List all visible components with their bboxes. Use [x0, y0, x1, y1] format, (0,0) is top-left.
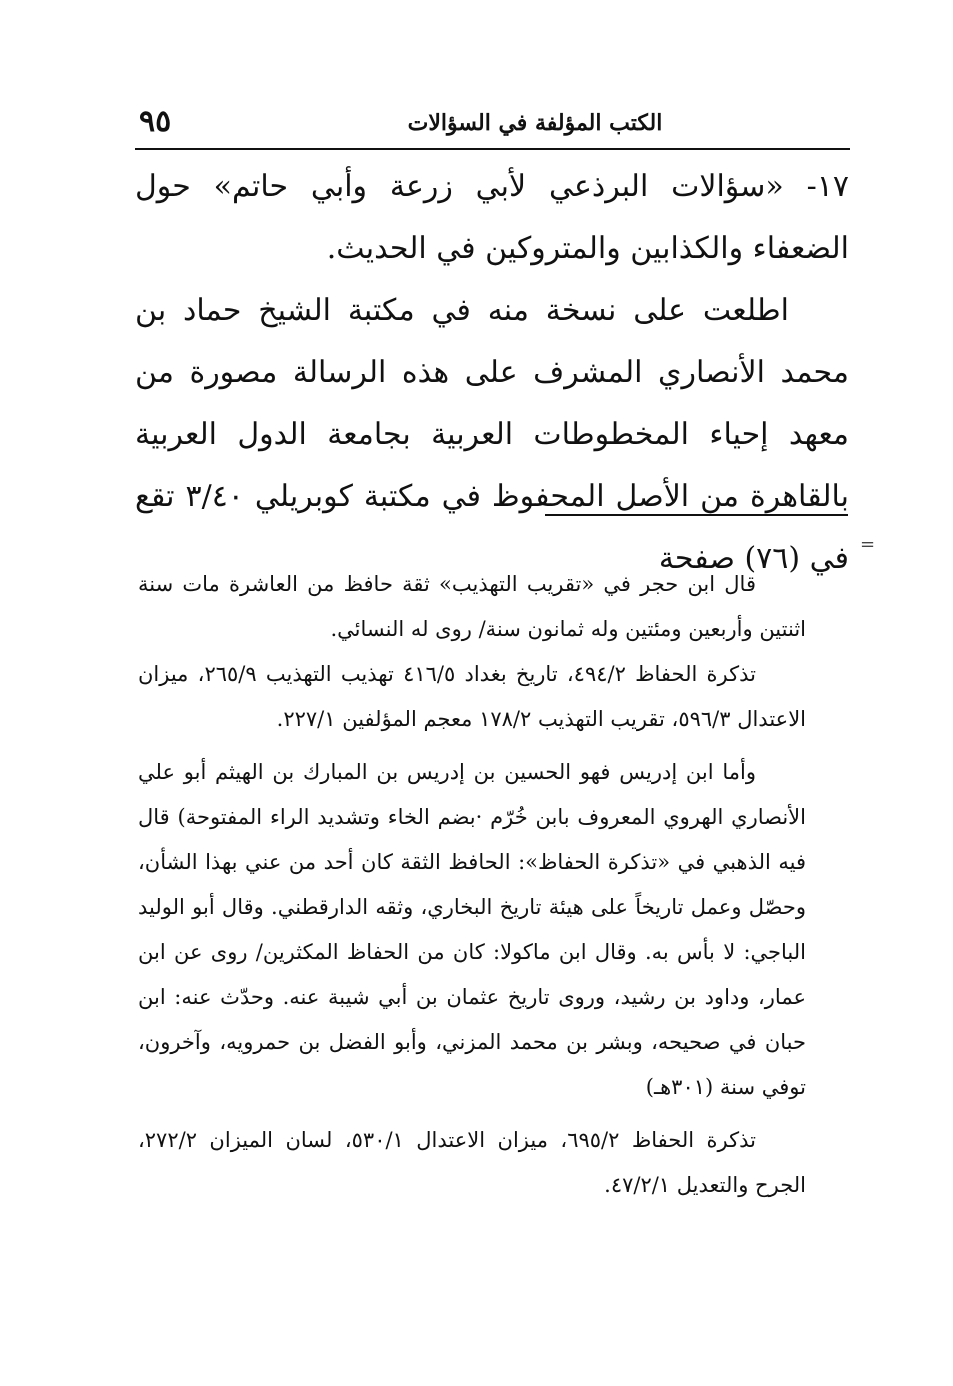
running-title: الكتب المؤلفة في السؤالات	[407, 110, 663, 136]
entry-17: ١٧- «سؤالات البرذعي لأبي زرعة وأبي حاتم» حول الضعفاء والكذابين والمتروكين في الحديث.	[135, 169, 849, 266]
footnote-paragraph: تذكرة الحفاظ ٤٩٤/٢، تاريخ بغداد ٤١٦/٥ تهذيب التهذيب ٢٦٥/٩، ميزان الاعتدال ٥٩٦/٣، تقريب التهذيب ١٧٨/٢ معجم المؤلفين ٢٢٧/١.	[138, 662, 806, 731]
footnote-paragraph: تذكرة الحفاظ ٦٩٥/٢، ميزان الاعتدال ٥٣٠/١، لسان الميزان ٢٧٢/٢، الجرح والتعديل ٤٧/٢/١.	[138, 1128, 806, 1197]
footnote-paragraph: قال ابن حجر في «تقريب التهذيب» ثقة حافظ من العاشرة مات سنة اثنتين وأربعين ومئتين وله ثمانون سنة/ روى له النسائي.	[138, 572, 806, 641]
page-number: ٩٥	[139, 104, 172, 139]
footnote-separator	[545, 514, 848, 516]
footnotes	[138, 562, 806, 1208]
main-text	[135, 156, 849, 590]
header-rule	[135, 148, 850, 150]
page-header	[135, 98, 853, 144]
main-paragraph: اطلعت على نسخة منه في مكتبة الشيخ حماد بن محمد الأنصاري المشرف على هذه الرسالة مصورة من معهد إحياء المخطوطات العربية بجامعة الدول العربية بالقاهرة من الأصل المحفوظ في مكتبة كوبريلي ٣/٤٠ تقع في (٧٦) صفحة	[135, 293, 850, 576]
continuation-mark: =	[860, 534, 876, 555]
footnote-paragraph: وأما ابن إدريس فهو الحسين بن إدريس بن المبارك بن الهيثم أبو علي الأنصاري الهروي المعروف بابن خُرّم ·بضم الخاء وتشديد الراء المفتوحة) قال فيه الذهبي في «تذكرة الحفاظ»: الحافظ الثقة كان أحد من عني بهذا الشأن، وحصّل وعمل تاريخاً على هيئة تاريخ البخاري، وثقه الدارقطني. وقال أبو الوليد الباجي: لا بأس به. وقال ابن ماكولا: كان من الحفاظ المكثرين/ روى عن ابن عمار، وداود بن رشيد، وروى تاريخ عثمان بن أبي شيبة عنه. وحدّث عنه: ابن حبان في صحيحه، وبشر بن محمد المزني، وأبو الفضل بن حمرويه، وآخرون، توفي سنة (٣٠١هـ)	[138, 760, 807, 1099]
